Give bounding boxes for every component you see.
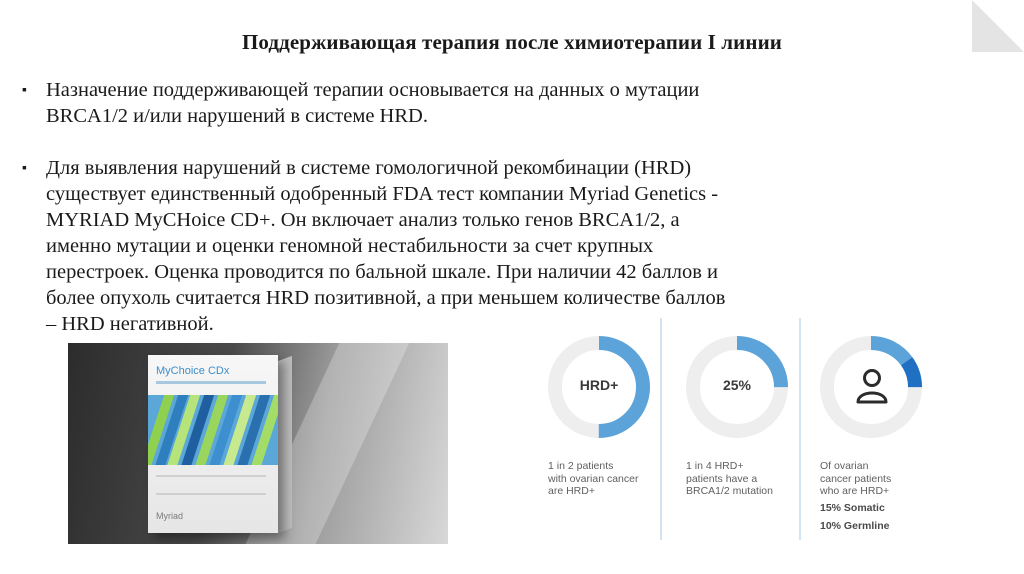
bullet-line: – HRD негативной.: [46, 313, 214, 335]
product-stripes: [148, 395, 278, 465]
caption-line: BRCA1/2 mutation: [686, 485, 773, 497]
person-icon: [855, 368, 889, 404]
product-photo: [68, 343, 448, 544]
bullet-item: [22, 155, 782, 337]
caption-line: 1 in 4 HRD+: [686, 460, 744, 472]
bullet-marker-icon: ▪: [22, 83, 27, 98]
bullet-line: перестроек. Оценка проводится по бальной шкале. При наличии 42 баллов и: [46, 261, 718, 283]
caption-somatic: 15% Somatic: [820, 501, 885, 514]
bullet-line: именно мутации и оценки геномной нестабильности за счет крупных: [46, 235, 654, 257]
bullet-line: Для выявления нарушений в системе гомологичной рекомбинации (HRD): [46, 157, 692, 179]
product-brand: MyChoice CDx: [156, 365, 230, 377]
caption-line: are HRD+: [548, 485, 595, 497]
caption-line: who are HRD+: [820, 485, 890, 497]
donut-center-text: 25%: [722, 377, 752, 393]
column-divider: [660, 318, 662, 540]
slide-title: Поддерживающая терапия после химиотерапии I линии: [242, 30, 782, 54]
stat-caption: [820, 460, 936, 533]
product-box-side: [278, 356, 292, 533]
caption-germline: 10% Germline: [820, 520, 890, 532]
bullet-text: [46, 155, 782, 337]
hrd-infographic: [536, 318, 936, 548]
caption-line: 1 in 2 patients: [548, 460, 614, 472]
product-box: [148, 355, 278, 533]
caption-line: with ovarian cancer: [548, 472, 639, 485]
bullet-list: [22, 77, 782, 337]
bullet-text: [46, 77, 782, 129]
bullet-line: существует единственный одобренный FDA тест компании Myriad Genetics -: [46, 183, 719, 205]
stat-caption: [548, 460, 664, 498]
bullet-item: [22, 77, 782, 129]
caption-line: Of ovarian: [820, 460, 869, 472]
column-divider: [799, 318, 801, 540]
caption-line: patients have a: [686, 472, 758, 485]
product-subtitle-line: [156, 381, 266, 384]
bullet-line: MYRIAD MyCHoice CD+. Он включает анализ только генов BRCA1/2, а: [46, 209, 680, 231]
bullet-line: BRCA1/2 и/или нарушений в системе HRD.: [46, 105, 428, 127]
product-logo: Myriad: [156, 511, 184, 521]
stat-caption: [686, 460, 802, 498]
bullet-marker-icon: ▪: [22, 161, 27, 176]
caption-line: cancer patients: [820, 472, 892, 485]
bullet-line: более опухоль считается HRD позитивной, а при меньшем количестве баллов: [46, 287, 726, 309]
donut-center-text: HRD+: [579, 377, 619, 393]
bullet-line: Назначение поддерживающей терапии основывается на данных о мутации: [46, 79, 700, 101]
product-text-lines: [156, 475, 266, 495]
